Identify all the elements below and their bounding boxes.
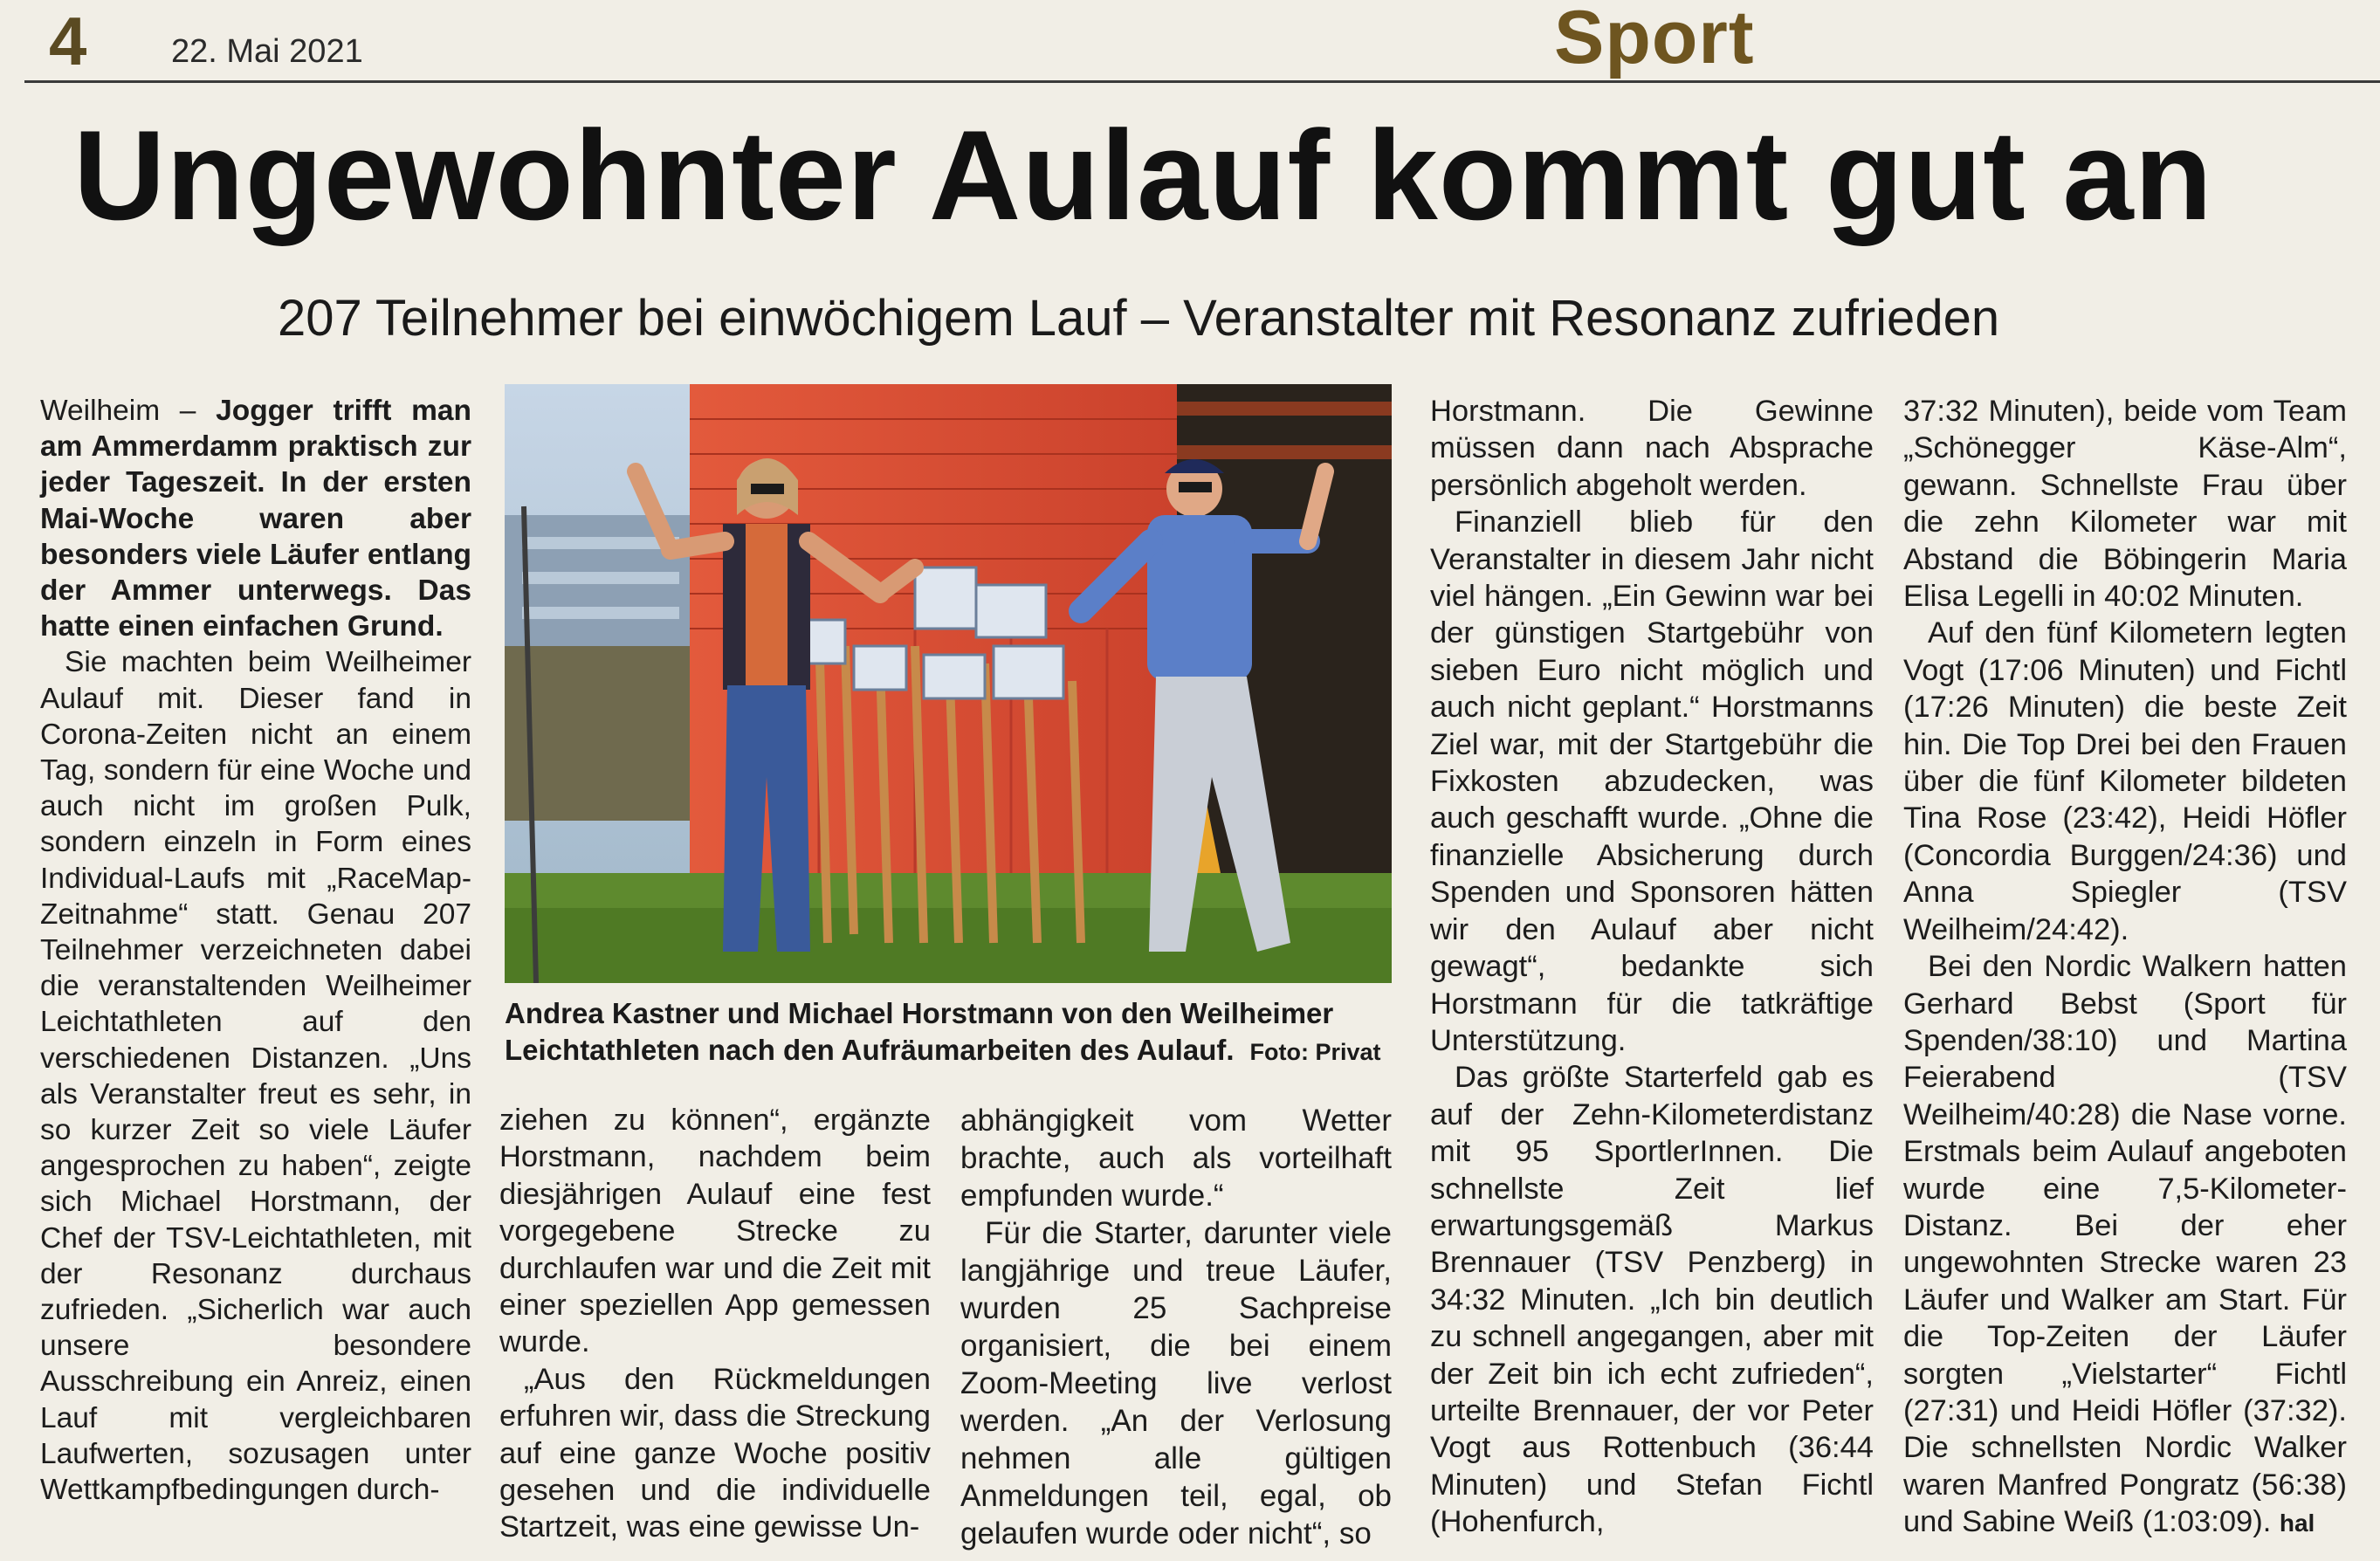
lead-text: Jogger trifft man am Ammerdamm praktisch zur jeder Tageszeit. In der ersten Mai-Woche waren aber besonders viele Läufer entlang der Ammer unterwegs. Das hatte einen einfachen Grund. xyxy=(40,395,472,643)
body-paragraph: abhängigkeit vom Wetter brachte, auch als vorteilhaft empfunden wurde.“ xyxy=(960,1104,1392,1213)
body-paragraph: Das größte Starterfeld gab es auf der Zehn-Kilometerdistanz mit 95 SportlerInnen. Die schnellste Zeit lief erwartungsgemäß Markus Brennauer (TSV Penzberg) in 34:32 Minuten. „Ich bin deutlich zu schnell angegangen, aber mit der Zeit bin ich echt zufrieden“, urteilte Brennauer, der vor Peter Vogt aus Rottenbuch (36:44 Minuten) und Stefan Fichtl (Hohenfurch, xyxy=(1430,1061,1874,1539)
header-divider xyxy=(24,80,2380,83)
body-paragraph: Für die Starter, darunter viele langjährige und treue Läufer, wurden 25 Sachpreise organisiert, die bei einem Zoom-Meeting live verlost werden. „An der Verlosung nehmen alle gültigen Anmeldungen teil, egal, ob gelaufen wurde oder nicht“, so xyxy=(960,1216,1392,1551)
article-column-4 xyxy=(1430,393,1874,1541)
photo-credit: Foto: Privat xyxy=(1249,1039,1381,1065)
article-column-5 xyxy=(1903,393,2347,1543)
body-paragraph: Sie machten beim Weilheimer Aulauf mit. Dieser fand in Corona-Zeiten nicht an einem Tag, sondern für eine Woche und auch nicht im großen Pulk, sondern einzeln in Form eines Individual-Laufs mit „RaceMap-Zeitnahme“ statt. Genau 207 Teilnehmer verzeichneten dabei die veranstaltenden Weilheimer Leichtathleten auf den verschiedenen Distanzen. „Uns als Veranstalter freut es sehr, in so kurzer Zeit so viele Läufer angesprochen zu haben“, zeigte sich Michael Horstmann, der Chef der TSV-Leichtathleten, mit der Resonanz durchaus zufrieden. „Sicherlich war auch unsere besondere Ausschreibung ein Anreiz, einen Lauf mit vergleichbaren Laufwerten, sozusagen unter Wettkampfbedingungen durch- xyxy=(40,646,471,1507)
article-subheadline: 207 Teilnehmer bei einwöchigem Lauf – Veranstalter mit Resonanz zufrieden xyxy=(278,290,2000,347)
article-column-2 xyxy=(499,1102,931,1546)
body-paragraph xyxy=(1903,948,2347,1543)
author-signature: hal xyxy=(2279,1509,2315,1537)
body-paragraph: Finanziell blieb für den Veranstalter in diesem Jahr nicht viel hängen. „Ein Gewinn war bei der günstigen Startgebühr von sieben Euro nicht möglich und auch nicht geplant.“ Horstmanns Ziel war, mit der Startgebühr die Fixkosten abzudecken, was auch geschafft wurde. „Ohne die finanzielle Absicherung durch Spenden und Sponsoren hätten wir den Aulauf aber nicht gewagt“, bedankte sich Horstmann für die tatkräftige Unterstützung. xyxy=(1430,505,1874,1057)
body-paragraph: ziehen zu können“, ergänzte Horstmann, nachdem beim diesjährigen Aulauf eine fest vorgegebene Strecke zu durchlaufen war und die Zeit mit einer speziellen App gemessen wurde. xyxy=(499,1104,931,1359)
page-number: 4 xyxy=(49,3,87,79)
article-photo xyxy=(505,384,1392,983)
body-paragraph: 37:32 Minuten), beide vom Team „Schönegger Käse-Alm“, gewann. Schnellste Frau über die zehn Kilometer war mit Abstand die Böbingerin Maria Elisa Legelli in 40:02 Minuten. xyxy=(1903,395,2347,614)
dateline: Weilheim – xyxy=(40,395,217,427)
body-paragraph: Horstmann. Die Gewinne müssen dann nach Absprache persönlich abgeholt werden. xyxy=(1430,395,1874,502)
lead-paragraph xyxy=(40,393,471,644)
article-column-3 xyxy=(960,1102,1392,1552)
section-title: Sport xyxy=(1554,0,1755,79)
issue-date: 22. Mai 2021 xyxy=(171,33,363,70)
article-headline: Ungewohnter Aulauf kommt gut an xyxy=(73,104,2213,246)
article-column-1 xyxy=(40,393,471,1508)
photo-caption xyxy=(505,995,1392,1070)
photo-runners-with-signs xyxy=(505,384,1392,983)
body-text: Bei den Nordic Walkern hatten Gerhard Bebst (Sport für Spenden/38:10) und Martina Feierabend (TSV Weilheim/40:28) die Nase vorne. Erstmals beim Aulauf angeboten wurde eine 7,5-Kilometer-Distanz. Bei der eher ungewohnten Strecke waren 23 Läufer und Walker am Start. Für die Top-Zeiten der Läufer sorgten „Vielstarter“ Fichtl (27:31) und Heidi Höfler (37:32). Die schnellsten Nordic Walker waren Manfred Pongratz (56:38) und Sabine Weiß (1:03:09). xyxy=(1903,950,2347,1539)
body-paragraph: Auf den fünf Kilometern legten Vogt (17:06 Minuten) und Fichtl (17:26 Minuten) die beste Zeit hin. Die Top Drei bei den Frauen über die fünf Kilometer bildeten Tina Rose (23:42), Heidi Höfler (Concordia Burggen/24:36) und Anna Spiegler (TSV Weilheim/24:42). xyxy=(1903,616,2347,946)
caption-text: Andrea Kastner und Michael Horstmann von den Weilheimer Leichtathleten nach den Aufräumarbeiten des Aulauf. xyxy=(505,997,1334,1066)
body-paragraph: „Aus den Rückmeldungen erfuhren wir, dass die Streckung auf eine ganze Woche positiv gesehen und die individuelle Startzeit, was eine gewisse Un- xyxy=(499,1362,931,1544)
